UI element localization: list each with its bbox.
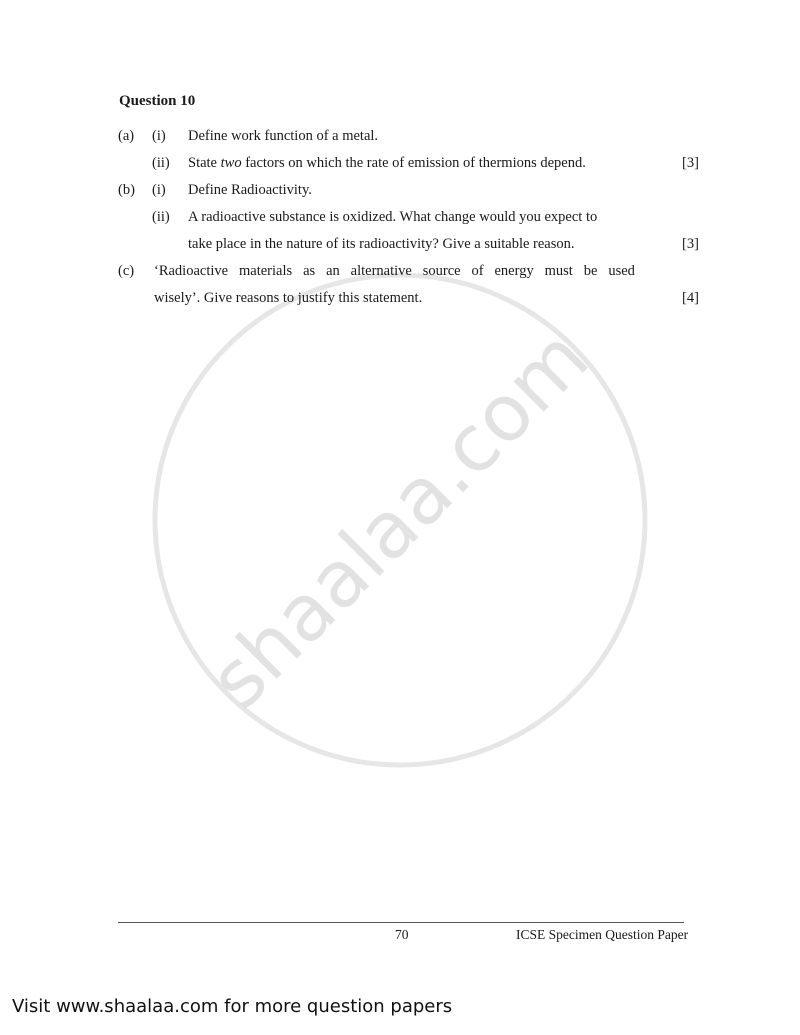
- part-c-word: used: [608, 263, 635, 279]
- footer-title: ICSE Specimen Question Paper: [516, 927, 689, 942]
- part-c-marks: [4]: [682, 290, 699, 306]
- footer-divider: [118, 922, 684, 923]
- part-c-line1: [154, 263, 635, 280]
- part-c-word: be: [583, 263, 598, 279]
- question-title: Question 10: [119, 93, 196, 109]
- part-c-word: an: [326, 263, 340, 279]
- part-a-i-label: (i): [152, 128, 166, 144]
- part-b-label: (b): [118, 182, 135, 198]
- watermark-text: shaalaa.com: [192, 312, 606, 726]
- visit-banner: Visit www.shaalaa.com for more question papers: [12, 996, 453, 1017]
- part-b-marks: [3]: [682, 236, 699, 252]
- part-c-word: energy: [494, 263, 534, 279]
- part-a-marks: [3]: [682, 155, 699, 171]
- part-c-word: ‘Radioactive: [154, 263, 229, 279]
- page-number: 70: [395, 927, 409, 942]
- part-c-word: materials: [239, 263, 293, 279]
- part-c-line2: wisely’. Give reasons to justify this statement.: [154, 290, 423, 306]
- part-c-word: of: [471, 263, 484, 279]
- part-c-label: (c): [118, 263, 135, 279]
- part-a-ii-label: (ii): [152, 155, 170, 171]
- part-b-ii-label: (ii): [152, 209, 170, 225]
- part-a-ii-text-before: State: [188, 155, 221, 171]
- part-c-word: alternative: [350, 263, 412, 279]
- part-a-i-text: Define work function of a metal.: [188, 128, 379, 144]
- part-c-word: as: [303, 263, 316, 279]
- shaalaa-watermark: [150, 270, 650, 770]
- part-a-label: (a): [118, 128, 135, 144]
- part-c-word: source: [422, 263, 461, 279]
- part-a-ii-text-italic: two: [220, 155, 242, 171]
- part-b-ii-line1: A radioactive substance is oxidized. What change would you expect to: [188, 209, 598, 225]
- part-b-ii-line2: take place in the nature of its radioactivity? Give a suitable reason.: [188, 236, 575, 252]
- part-a-ii-text-after: factors on which the rate of emission of thermions depend.: [241, 155, 586, 171]
- part-b-i-label: (i): [152, 182, 166, 198]
- part-c-word: must: [544, 263, 573, 279]
- part-b-i-text: Define Radioactivity.: [188, 182, 312, 198]
- part-a-ii-text: [188, 155, 586, 172]
